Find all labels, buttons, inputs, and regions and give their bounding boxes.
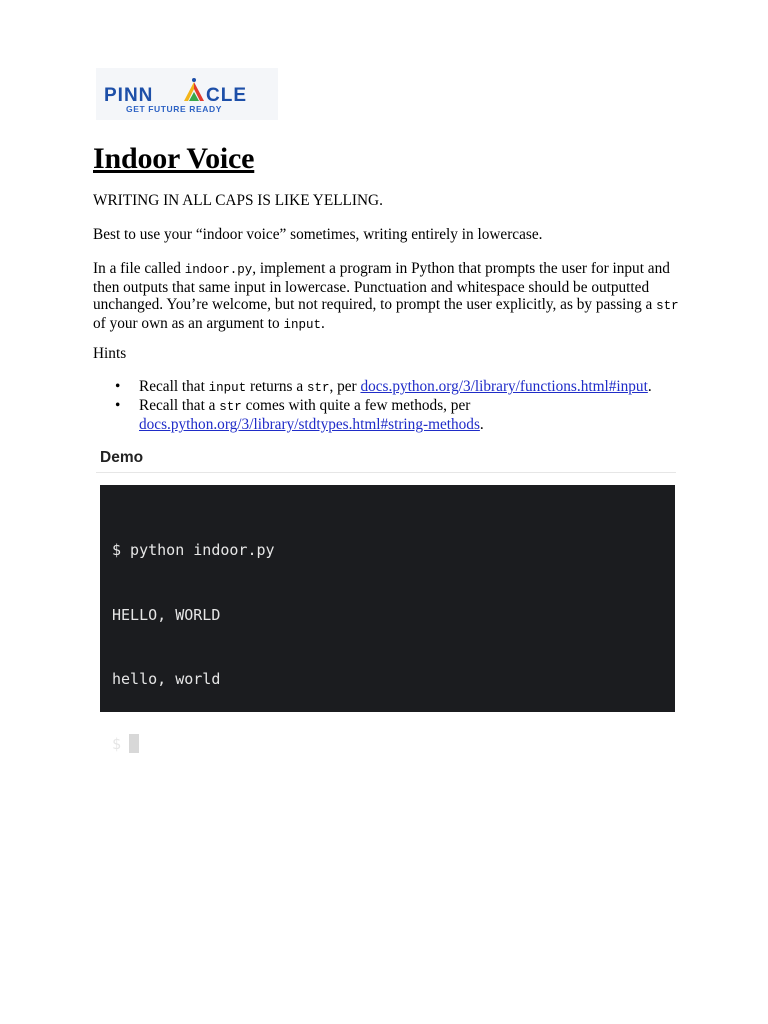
terminal-command-line: $ python indoor.py — [112, 541, 275, 559]
inline-code: str — [656, 299, 679, 313]
terminal-output-line: hello, world — [112, 670, 221, 688]
pinnacle-logo — [96, 68, 278, 120]
inline-code: input — [283, 318, 321, 332]
terminal-input-line: HELLO, WORLD — [112, 605, 221, 624]
terminal-cursor — [129, 734, 139, 753]
terminal-demo — [100, 485, 675, 753]
inline-code: input — [208, 381, 247, 395]
inline-code: indoor.py — [184, 263, 253, 277]
terminal-prompt-line — [112, 734, 275, 756]
hints-heading: Hints — [93, 345, 127, 362]
svg-text:GET FUTURE READY: GET FUTURE READY — [126, 104, 223, 114]
hints-list — [93, 378, 683, 433]
caps-paragraph: WRITING IN ALL CAPS IS LIKE YELLING. — [93, 192, 383, 209]
page-title: Indoor Voice — [93, 142, 255, 175]
string-methods-docs-link[interactable]: docs.python.org/3/library/stdtypes.html#string-methods — [139, 416, 480, 433]
indoor-voice-paragraph: Best to use your “indoor voice” sometimes, writing entirely in lowercase. — [93, 226, 543, 243]
instructions-paragraph: In a file called indoor.py, implement a program in Python that prompts the user for input and then outputs that same input in lowercase. Punctuation and whitespace should be outputted unchanged. You’re welcome, but not required, to prompt the user explicitly, as by passing a str of your own as an argument to input. — [93, 260, 679, 332]
svg-text:PINN: PINN — [104, 85, 154, 106]
bullet-icon: • — [115, 397, 121, 414]
inline-code: str — [306, 381, 330, 395]
list-item: • Recall that input returns a str, per docs.python.org/3/library/functions.html#input. — [115, 378, 652, 395]
list-item: • Recall that a str comes with quite a few methods, per docs.python.org/3/library/stdtypes.html#string-methods. — [115, 397, 484, 433]
demo-heading: Demo — [100, 449, 144, 466]
bullet-icon: • — [115, 378, 121, 395]
terminal-prompt: $ — [112, 734, 122, 753]
demo-divider — [96, 472, 676, 473]
functions-docs-link[interactable]: docs.python.org/3/library/functions.html#input — [360, 378, 648, 395]
inline-code: str — [219, 400, 242, 414]
svg-text:CLE: CLE — [206, 85, 247, 106]
